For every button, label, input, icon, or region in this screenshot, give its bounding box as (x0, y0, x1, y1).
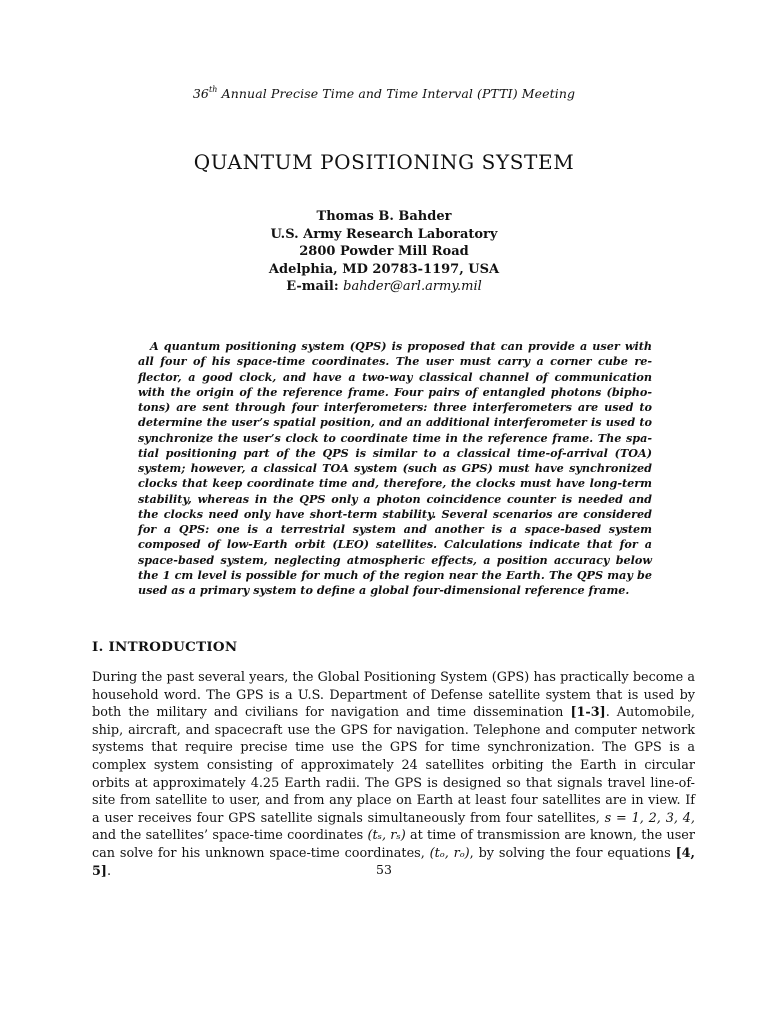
paragraph-text-part1: During the past several years, the Global Positioning System (GPS) has practically become a household word. The GPS is a U.S. Department of Defense satellite system that is used by both the military and civilians for navigation and time dissemination (92, 670, 695, 721)
email-address: bahder@arl.army.mil (343, 279, 482, 295)
author-affiliation: U.S. Army Research Laboratory (270, 226, 498, 242)
author-name: Thomas B. Bahder (316, 209, 452, 224)
math-satellite-index: s = 1, 2, 3, 4, (604, 810, 695, 826)
header-ordinal-number: 36 (192, 86, 209, 102)
section-heading: I. INTRODUCTION (92, 639, 238, 655)
header-meeting-name: Annual Precise Time and Time Interval (PTTI) Meeting (221, 86, 576, 102)
abstract-text: A quantum positioning system (QPS) is proposed that can provide a user with all four of his space-time coordinates. The user must carry a corner cube reflector, a good clock, and have a two-way classical channel of communication with the origin of the reference frame. Four pairs of entangled photons (biphotons) are sent through four interferometers: three interferometers are used to determine the user’s spatial position, and an additional interferometer is used to synchronize the user’s clock to coordinate time in the reference frame. The spatial positioning part of the QPS is similar to a classical time-of-arrival (TOA) system; however, a classical TOA system (such as GPS) must have synchronized clocks that keep coordinate time and, therefore, the clocks must have long-term stability, whereas in the QPS only a photon coincidence counter is needed and the clocks need only have short-term stability. Several scenarios are considered for a QPS: one is a terrestrial system and another is a space-based system composed of low-Earth orbit (LEO) satellites. Calculations indicate that for a space-based system, neglecting atmospheric effects, a position accuracy below the 1 cm level is possible for much of the region near the Earth. The QPS may be used as a primary system to define a global four-dimensional reference frame. (138, 339, 652, 597)
running-header (0, 86, 768, 101)
paragraph-text-part2: . Automobile, ship, aircraft, and spacecraft use the GPS for navigation. Telephone and computer network systems that require precise time use the GPS for time synchronization. The GPS is a complex system consisting of approximately 24 satellites orbiting the Earth in circular orbits at approximately 4.25 Earth radii. The GPS is designed so that signals travel line-of-site from satellite to user, and from any place on Earth at least four satellites are in view. If a user receives four GPS satellite signals simultaneously from four satellites, (92, 705, 695, 826)
author-block (0, 208, 768, 296)
author-email-line (0, 278, 768, 296)
paragraph-text-part3: and the satellites’ space-time coordinates (92, 828, 368, 844)
paragraph-text-part5: , by solving the four equations (469, 845, 676, 861)
intro-paragraph (92, 669, 695, 880)
math-satellite-coords: (tₛ, rₛ) (367, 828, 406, 844)
intro-paragraph-text (92, 669, 695, 880)
paragraph-text-part6: . (106, 863, 112, 879)
abstract (138, 339, 652, 598)
page-number: 53 (376, 862, 392, 877)
paper-title: QUANTUM POSITIONING SYSTEM (193, 150, 575, 174)
citation-ref-2: [4, 5] (92, 845, 695, 879)
author-city: Adelphia, MD 20783-1197, USA (268, 261, 500, 277)
paragraph-text-part4: at time of transmission are known, the user can solve for his unknown space-time coordinates, (92, 828, 695, 861)
math-user-coords: (tₒ, rₒ) (429, 845, 470, 861)
email-label: E-mail: (286, 279, 339, 295)
citation-ref-1: [1-3] (570, 705, 606, 721)
header-ordinal-suffix: th (208, 85, 218, 94)
author-street: 2800 Powder Mill Road (299, 244, 469, 260)
